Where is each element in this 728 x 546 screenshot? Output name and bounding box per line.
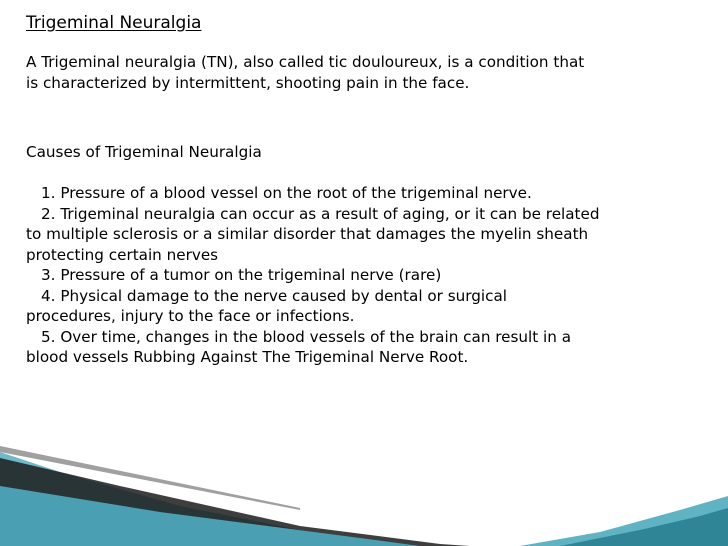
cause-item-2-continued: to multiple sclerosis or a similar disorder that damages the myelin sheath xyxy=(26,225,589,243)
causes-heading: Causes of Trigeminal Neuralgia xyxy=(26,143,262,161)
causes-list xyxy=(26,183,706,368)
intro-paragraph xyxy=(26,52,706,93)
intro-line: A Trigeminal neuralgia (TN), also called tic douloureux, is a condition that xyxy=(26,53,585,71)
cause-item-2-continued: protecting certain nerves xyxy=(26,245,219,264)
cause-item-5-continued: blood vessels Rubbing Against The Trigeminal Nerve Root. xyxy=(26,348,469,366)
cause-item-4-continued: procedures, injury to the face or infections. xyxy=(26,307,355,325)
cause-item-3: 3. Pressure of a tumor on the trigeminal nerve (rare) xyxy=(41,266,442,284)
decorative-swoosh xyxy=(0,446,728,546)
cause-item-4: 4. Physical damage to the nerve caused by dental or surgical xyxy=(41,286,507,305)
cause-item-5: 5. Over time, changes in the blood vessels of the brain can result in a xyxy=(41,327,572,346)
slide-title: Trigeminal Neuralgia xyxy=(26,13,202,33)
intro-line: is characterized by intermittent, shooting pain in the face. xyxy=(26,73,470,92)
cause-item-1: 1. Pressure of a blood vessel on the root of the trigeminal nerve. xyxy=(41,184,532,202)
cause-item-2: 2. Trigeminal neuralgia can occur as a result of aging, or it can be related xyxy=(41,204,600,223)
